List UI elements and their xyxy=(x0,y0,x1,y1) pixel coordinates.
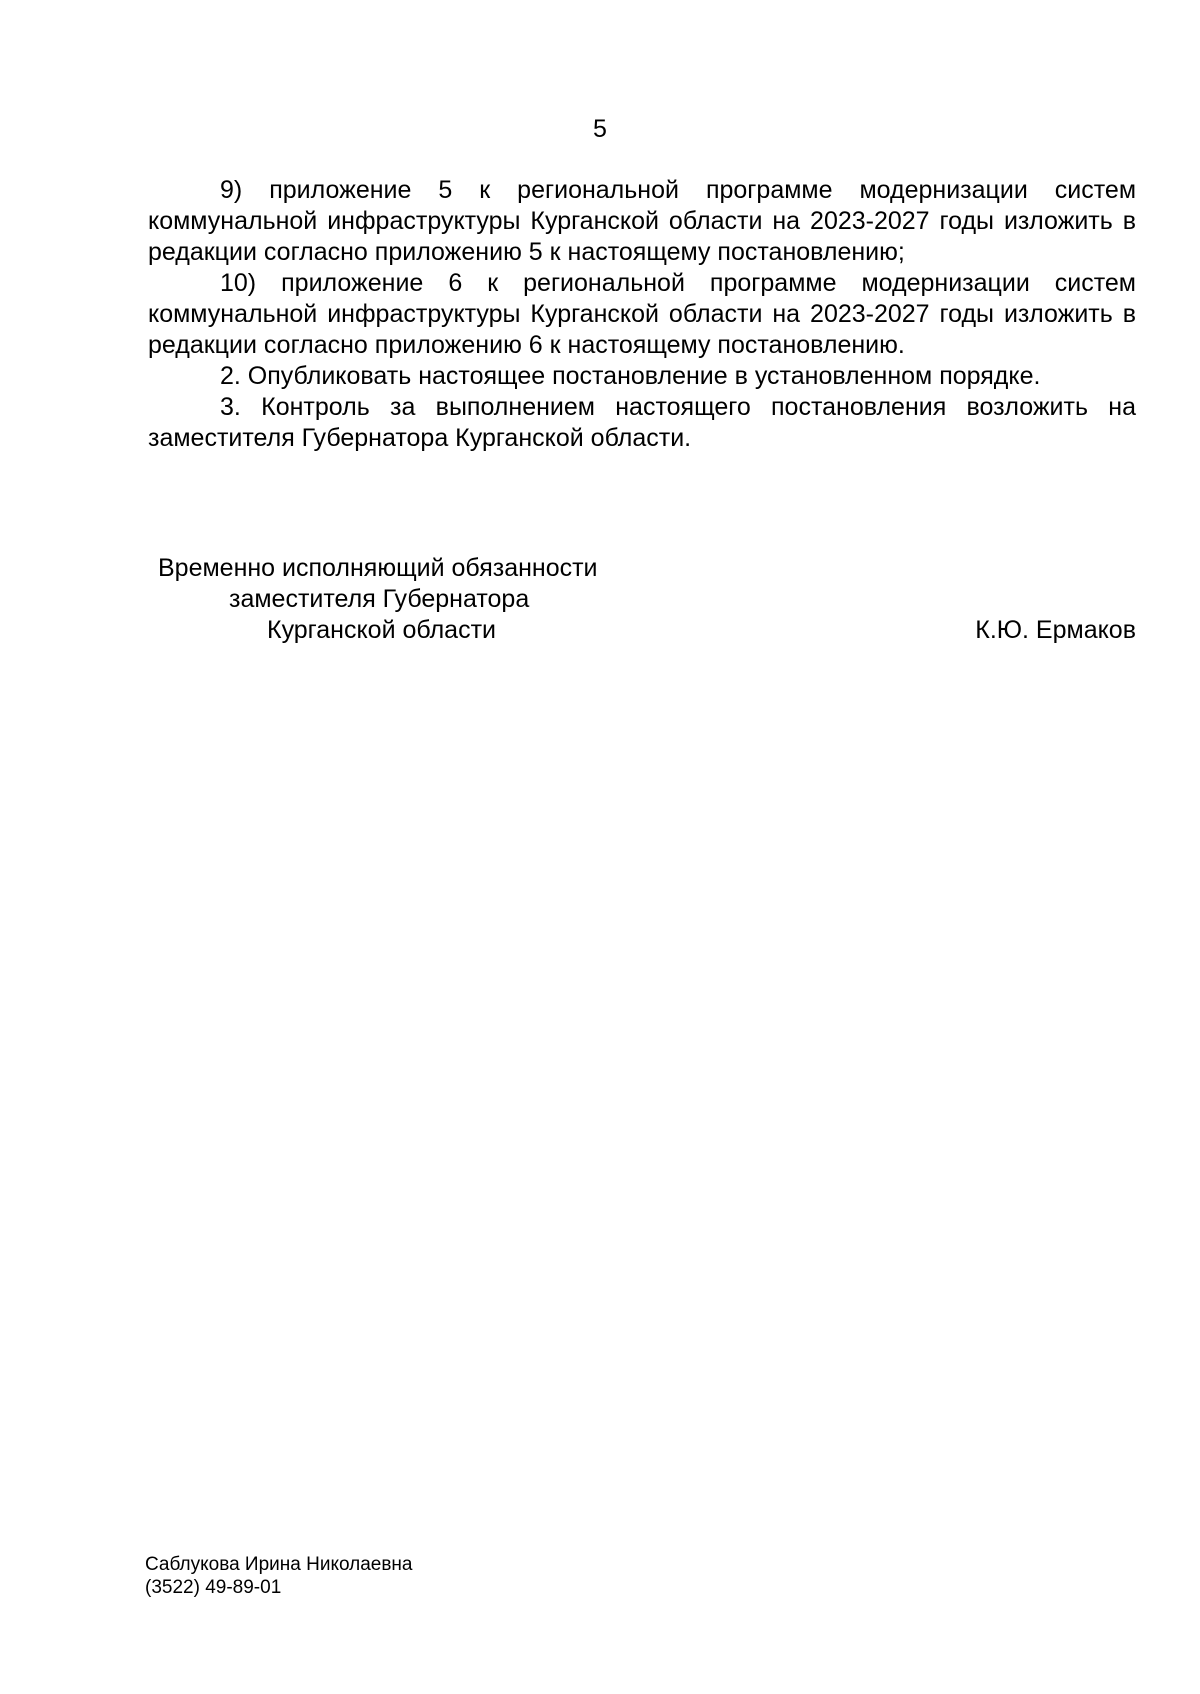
paragraph-publish: 2. Опубликовать настоящее постановление в установленном порядке. xyxy=(220,362,1041,390)
paragraph-item-9: 9) приложение 5 к региональной программе модернизации систем коммунальной инфраструктуры Курганской области на 2023-2027 годы изложить в редакции согласно приложению 5 к настоящему постановлению; xyxy=(148,176,1136,266)
signature-position-line3: Курганской области xyxy=(267,616,497,644)
executor-name: Саблукова Ирина Николаевна xyxy=(145,1554,413,1575)
document-body xyxy=(148,175,1136,454)
signature-position xyxy=(158,553,598,646)
signer-name: К.Ю. Ермаков xyxy=(975,616,1136,644)
page-number: 5 xyxy=(593,115,607,143)
signature-position-line1: Временно исполняющий обязанности xyxy=(158,554,598,582)
executor-phone: (3522) 49-89-01 xyxy=(145,1577,282,1598)
signature-position-line2: заместителя Губернатора xyxy=(229,585,530,613)
paragraph-item-10: 10) приложение 6 к региональной программе модернизации систем коммунальной инфраструктуры Курганской области на 2023-2027 годы изложить в редакции согласно приложению 6 к настоящему постановлению. xyxy=(148,269,1136,359)
paragraph-control: 3. Контроль за выполнением настоящего постановления возложить на заместителя Губернатора Курганской области. xyxy=(148,393,1136,452)
executor-footer xyxy=(145,1553,413,1599)
